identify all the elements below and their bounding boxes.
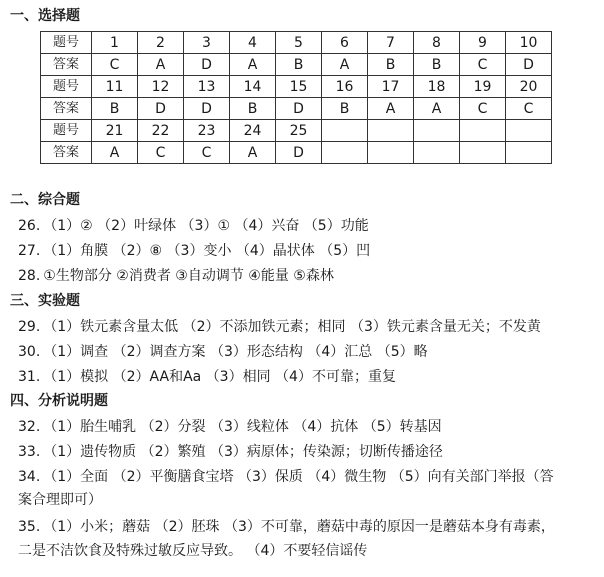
- question-27: [18, 241, 370, 261]
- question-number-row: [41, 120, 552, 142]
- question-number-cell: 20: [506, 76, 552, 98]
- question-31: [18, 367, 396, 387]
- question-number-cell: 25: [276, 120, 322, 142]
- question-number-cell: 12: [138, 76, 184, 98]
- answer-cell: B: [230, 98, 276, 120]
- question-number-cell: 9: [460, 32, 506, 54]
- question-28: [18, 266, 334, 286]
- answer-cell: [368, 142, 414, 164]
- question-number-cell: 5: [276, 32, 322, 54]
- answer-cell: B: [322, 98, 368, 120]
- answer-row: [41, 54, 552, 76]
- question-number-cell: 1: [92, 32, 138, 54]
- question-number: 33.: [18, 444, 41, 460]
- question-26: [18, 216, 369, 236]
- question-number-cell: 4: [230, 32, 276, 54]
- question-number: 31.: [18, 369, 41, 385]
- question-35: [18, 517, 555, 537]
- question-number: 32.: [18, 419, 41, 435]
- question-number-cell: 10: [506, 32, 552, 54]
- question-number-cell: 7: [368, 32, 414, 54]
- question-number-cell: [322, 120, 368, 142]
- answer-cell: C: [460, 54, 506, 76]
- question-number-cell: 14: [230, 76, 276, 98]
- answer-cell: C: [184, 142, 230, 164]
- question-number-cell: 18: [414, 76, 460, 98]
- question-number-cell: 15: [276, 76, 322, 98]
- question-answer: （1）小米；蘑菇 （2）胚珠 （3）不可靠，蘑菇中毒的原因一是蘑菇本身有毒素，: [43, 519, 555, 535]
- answer-cell: C: [506, 98, 552, 120]
- answer-cell: [414, 142, 460, 164]
- question-number-cell: 22: [138, 120, 184, 142]
- question-number: 26.: [18, 218, 41, 234]
- section-heading-experiment: 三、实验题: [10, 293, 80, 309]
- answer-cell: A: [230, 54, 276, 76]
- question-number-cell: [460, 120, 506, 142]
- question-number-cell: 3: [184, 32, 230, 54]
- answer-label: 答案: [41, 142, 92, 164]
- answer-cell: A: [414, 98, 460, 120]
- section-heading-comprehensive: 二、综合题: [10, 192, 80, 208]
- answer-cell: C: [460, 98, 506, 120]
- question-answer: （1）胎生哺乳 （2）分裂 （3）线粒体 （4）抗体 （5）转基因: [43, 419, 442, 435]
- question-number-cell: 6: [322, 32, 368, 54]
- question-number-cell: 2: [138, 32, 184, 54]
- question-number-cell: 23: [184, 120, 230, 142]
- answer-cell: A: [138, 54, 184, 76]
- answer-cell: C: [92, 54, 138, 76]
- answer-cell: D: [506, 54, 552, 76]
- question-30: [18, 342, 428, 362]
- question-number-cell: [506, 120, 552, 142]
- question-answer: （1）调查 （2）调查方案 （3）形态结构 （4）汇总 （5）略: [43, 344, 428, 360]
- question-number-row: [41, 76, 552, 98]
- question-answer: （1）② （2）叶绿体 （3）① （4）兴奋 （5）功能: [43, 218, 369, 234]
- answer-label: 答案: [41, 98, 92, 120]
- question-answer: （1）模拟 （2）AA和Aa （3）相同 （4）不可靠；重复: [43, 369, 396, 385]
- question-number: 30.: [18, 344, 41, 360]
- answer-cell: B: [414, 54, 460, 76]
- question-answer: （1）遗传物质 （2）繁殖 （3）病原体；传染源；切断传播途径: [43, 444, 443, 460]
- question-number-cell: 13: [184, 76, 230, 98]
- question-29: [18, 317, 541, 337]
- answer-cell: B: [368, 54, 414, 76]
- answer-cell: B: [276, 54, 322, 76]
- question-number: 34.: [18, 469, 41, 485]
- question-answer-continued: 案合理即可）: [18, 492, 102, 508]
- answer-label: 答案: [41, 54, 92, 76]
- question-number-cell: 19: [460, 76, 506, 98]
- answer-cell: A: [322, 54, 368, 76]
- question-number: 27.: [18, 243, 41, 259]
- question-number: 28.: [18, 268, 41, 284]
- section-heading-analysis: 四、分析说明题: [10, 393, 108, 409]
- question-answer: （1）角膜 （2）⑧ （3）变小 （4）晶状体 （5）凹: [43, 243, 371, 259]
- question-answer: ①生物部分 ②消费者 ③自动调节 ④能量 ⑤森林: [43, 268, 334, 284]
- answer-cell: D: [184, 54, 230, 76]
- question-number: 29.: [18, 319, 41, 335]
- answer-cell: D: [276, 98, 322, 120]
- answer-cell: C: [138, 142, 184, 164]
- question-number-label: 题号: [41, 76, 92, 98]
- answer-cell: A: [92, 142, 138, 164]
- answer-cell: B: [92, 98, 138, 120]
- question-number-cell: 8: [414, 32, 460, 54]
- question-answer: （1）全面 （2）平衡膳食宝塔 （3）保质 （4）微生物 （5）向有关部门举报（答: [43, 469, 554, 485]
- question-34-continued: [18, 490, 102, 510]
- answer-cell: D: [276, 142, 322, 164]
- answer-cell: D: [138, 98, 184, 120]
- question-number-cell: 11: [92, 76, 138, 98]
- answer-cell: D: [184, 98, 230, 120]
- question-number-cell: 21: [92, 120, 138, 142]
- question-number: 35.: [18, 519, 41, 535]
- answer-row: [41, 98, 552, 120]
- question-number-label: 题号: [41, 32, 92, 54]
- answer-cell: [322, 142, 368, 164]
- question-32: [18, 417, 442, 437]
- question-number-cell: [414, 120, 460, 142]
- question-number-cell: [368, 120, 414, 142]
- question-number-cell: 17: [368, 76, 414, 98]
- answer-row: [41, 142, 552, 164]
- answer-cell: A: [368, 98, 414, 120]
- question-number-cell: 16: [322, 76, 368, 98]
- question-number-row: [41, 32, 552, 54]
- answer-cell: [506, 142, 552, 164]
- question-34: [18, 467, 554, 487]
- answer-cell: A: [230, 142, 276, 164]
- answer-table: [40, 31, 552, 164]
- answer-cell: [460, 142, 506, 164]
- question-answer: （1）铁元素含量太低 （2）不添加铁元素；相同 （3）铁元素含量无关；不发黄: [43, 319, 541, 335]
- question-answer-continued: 二是不洁饮食及特殊过敏反应导致。 （4）不要轻信谣传: [18, 543, 368, 559]
- section-heading-choice: 一、选择题: [10, 8, 80, 24]
- question-number-cell: 24: [230, 120, 276, 142]
- question-35-continued: [18, 541, 367, 561]
- question-number-label: 题号: [41, 120, 92, 142]
- question-33: [18, 442, 443, 462]
